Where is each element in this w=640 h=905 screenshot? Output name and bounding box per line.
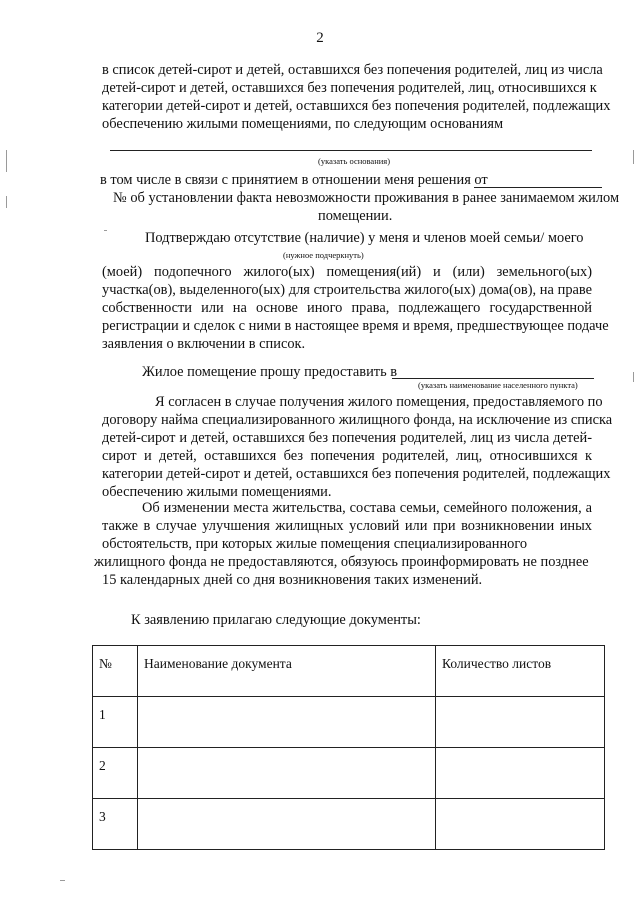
paragraph2-line-3: собственности или на основе иного права, подлежащего государственной xyxy=(102,300,592,316)
decision-line-3: помещении. xyxy=(318,208,393,224)
paragraph3-line-6: обеспечению жилыми помещениями. xyxy=(102,484,332,500)
paragraph4-line-4: жилищного фонда не предоставляются, обязуюсь проинформировать не позднее xyxy=(94,554,589,570)
scan-speck xyxy=(60,880,65,881)
hint-reasons: (указать основания) xyxy=(318,156,391,166)
page-number: 2 xyxy=(316,30,324,46)
paragraph1-line-2: детей-сирот и детей, оставшихся без попечения родителей, лиц, относившихся к xyxy=(102,80,597,96)
table-cell-number: 1 xyxy=(93,697,138,748)
paragraph2-line-5: заявления о включении в список. xyxy=(102,336,306,352)
table-cell-number: 2 xyxy=(93,748,138,799)
paragraph2-line-4: регистрации и сделок с ними в настоящее время и время, предшествующее подаче xyxy=(102,318,609,334)
table-cell-document-name[interactable] xyxy=(138,748,436,799)
scan-edge-mark xyxy=(633,372,634,382)
table-cell-document-name[interactable] xyxy=(138,697,436,748)
table-cell-sheet-count[interactable] xyxy=(436,697,605,748)
attachments-heading: К заявлению прилагаю следующие документы: xyxy=(131,612,421,628)
paragraph3-line-2: договору найма специализированного жилищного фонда, на исключение из списка xyxy=(102,412,613,428)
table-row xyxy=(93,748,605,799)
paragraph3-line-1 xyxy=(155,394,603,411)
paragraph3-line-4: сирот и детей, оставшихся без попечения родителей, лиц, относившихся к xyxy=(102,448,592,464)
paragraph4-line-1 xyxy=(142,500,592,517)
table-cell-sheet-count[interactable] xyxy=(436,748,605,799)
table-cell-document-name[interactable] xyxy=(138,799,436,850)
table-cell-number: 3 xyxy=(93,799,138,850)
hint-underline: (нужное подчеркнуть) xyxy=(283,250,364,260)
documents-table xyxy=(92,645,605,850)
paragraph1-line-3: категории детей-сирот и детей, оставшихся без попечения родителей, подлежащих xyxy=(102,98,611,114)
paragraph1-line-4: обеспечению жилыми помещениями, по следующим основаниям xyxy=(102,116,504,132)
paragraph3-line-3: детей-сирот и детей, оставшихся без попечения родителей, лиц из числа детей- xyxy=(102,430,592,446)
paragraph2-line-1: (моей) подопечного жилого(ых) помещения(ий) и (или) земельного(ых) xyxy=(102,264,592,280)
paragraph4-line-1-text: Об изменении места жительства, состава семьи, семейного положения, а xyxy=(142,500,592,516)
table-header-row xyxy=(93,646,605,697)
table-header-sheet-count: Количество листов xyxy=(436,646,605,697)
confirm-line: Подтверждаю отсутствие (наличие) у меня и членов моей семьи/ моего xyxy=(145,230,584,246)
table-header-number: № xyxy=(93,646,138,697)
paragraph3-line-1-text: Я согласен в случае получения жилого помещения, предоставляемого по xyxy=(155,394,603,410)
table-header-document-name: Наименование документа xyxy=(138,646,436,697)
table-cell-sheet-count[interactable] xyxy=(436,799,605,850)
residence-line: Жилое помещение прошу предоставить в xyxy=(142,364,398,380)
decision-line: в том числе в связи с принятием в отношении меня решения от xyxy=(100,172,488,188)
reasons-blank-line[interactable] xyxy=(110,150,592,151)
decision-line-2: № об установлении факта невозможности проживания в ранее занимаемом жилом xyxy=(113,190,620,206)
table-row xyxy=(93,697,605,748)
scan-speck xyxy=(104,230,107,231)
scan-edge-mark xyxy=(6,150,7,172)
decision-date-blank[interactable] xyxy=(474,187,602,188)
scan-edge-mark xyxy=(6,196,7,208)
paragraph4-line-2: также в случае улучшения жилищных условий или при возникновении иных xyxy=(102,518,592,534)
paragraph3-line-5: категории детей-сирот и детей, оставшихся без попечения родителей, подлежащих xyxy=(102,466,611,482)
paragraph1-line-1: в список детей-сирот и детей, оставшихся без попечения родителей, лиц из числа xyxy=(102,62,603,78)
paragraph4-line-3: обстоятельств, при которых жилые помещения специализированного xyxy=(102,536,528,552)
table-row xyxy=(93,799,605,850)
scan-edge-mark xyxy=(633,150,634,164)
paragraph2-line-2: участка(ов), выделенного(ых) для строительства жилого(ых) дома(ов), на праве xyxy=(102,282,592,298)
locality-blank-line[interactable] xyxy=(392,378,594,379)
hint-locality: (указать наименование населенного пункта) xyxy=(418,380,578,390)
paragraph4-line-5: 15 календарных дней со дня возникновения таких изменений. xyxy=(102,572,483,588)
